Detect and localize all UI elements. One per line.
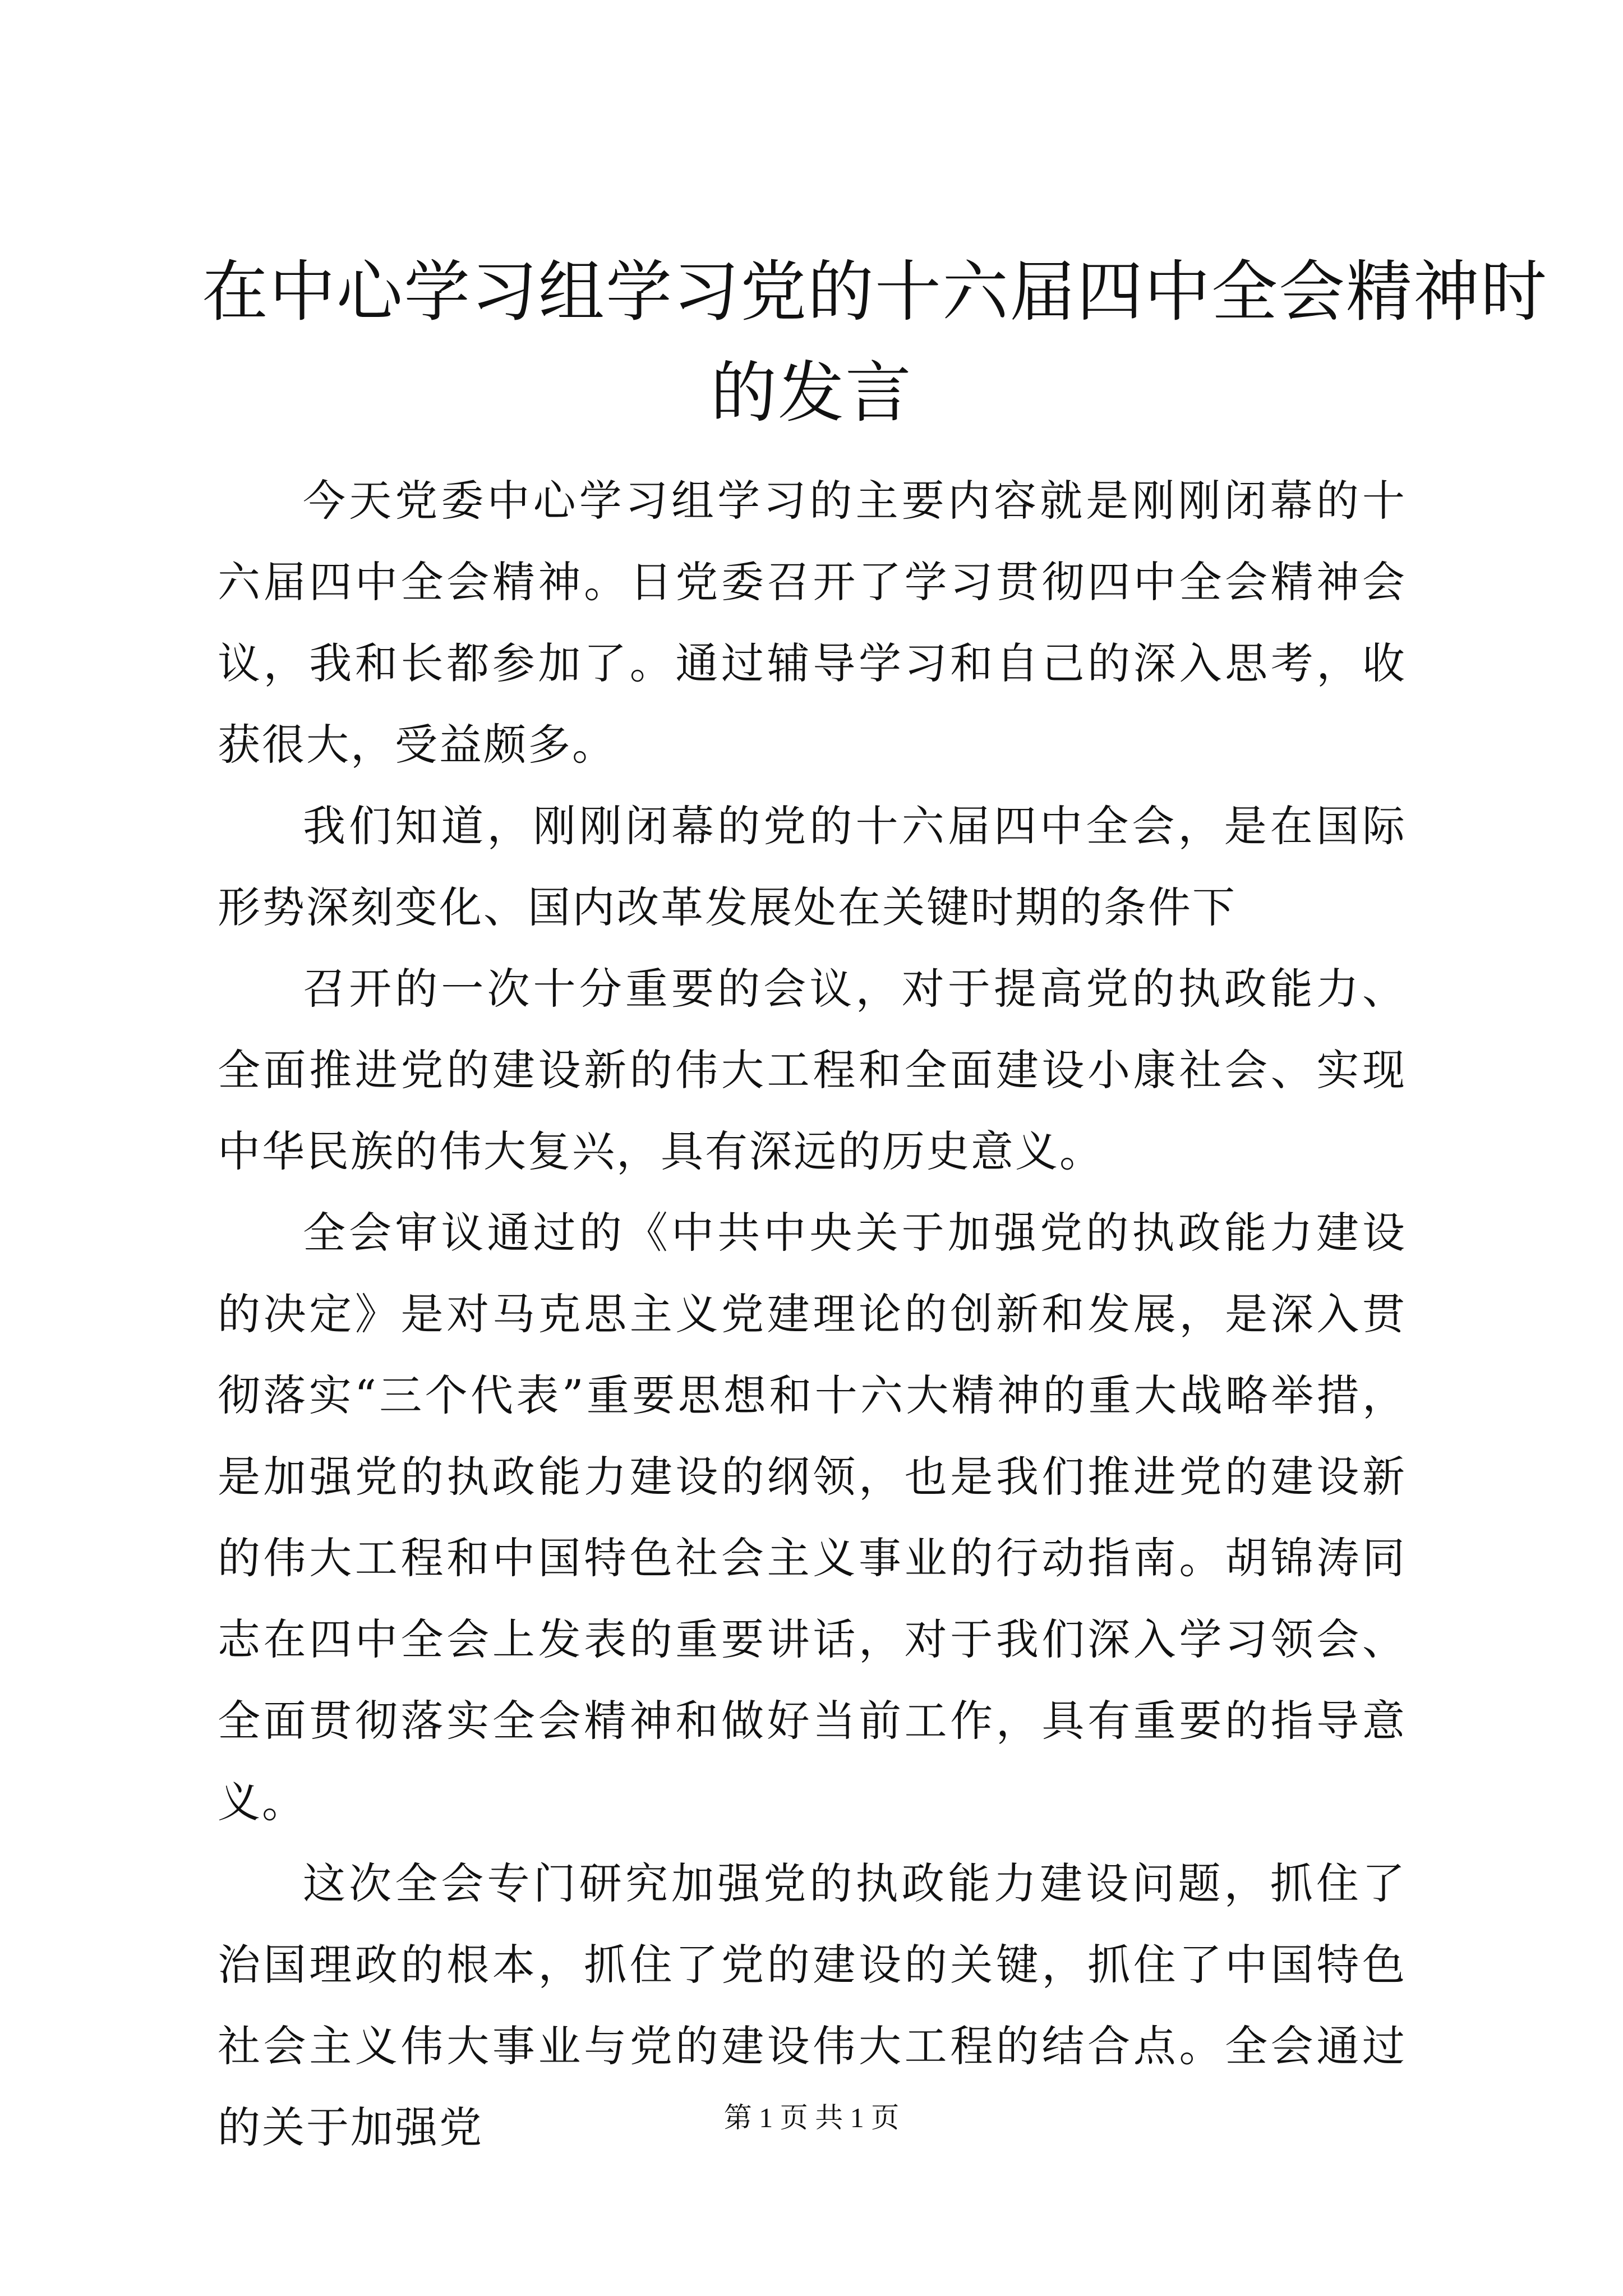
title-line-1: 在中心学习组学习党的十六届四中全会精神时 [202, 253, 1548, 330]
page-footer: 第 1 页 共 1 页 [723, 2102, 900, 2133]
paragraph-3: 召开的一次十分重要的会议，对于提高党的执政能力、全面推进党的建设新的伟大工程和全面建设小康社会、实现中华民族的伟大复兴，具有深远的历史意义。 [218, 964, 1407, 1176]
paragraph-1: 今天党委中心学习组学习的主要内容就是刚刚闭幕的十六届四中全会精神。日党委召开了学习贯彻四中全会精神会议，我和长都参加了。通过辅导学习和自己的深入思考，收获很大，受益颇多。 [218, 476, 1407, 770]
document-title [202, 241, 1548, 443]
paragraph-5: 这次全会专门研究加强党的执政能力建设问题，抓住了治国理政的根本，抓住了党的建设的关键，抓住了中国特色社会主义伟大事业与党的建设伟大工程的结合点。全会通过的关于加强党 [218, 1858, 1407, 2152]
paragraph-2: 我们知道，刚刚闭幕的党的十六届四中全会，是在国际形势深刻变化、国内改革发展处在关键时期的条件下 [218, 801, 1407, 932]
paragraph-4: 全会审议通过的《中共中央关于加强党的执政能力建设的决定》是对马克思主义党建理论的创新和发展，是深入贯彻落实“三个代表”重要思想和十六大精神的重大战略举措，是加强党的执政能力建设的纲领，也是我们推进党的建设新的伟大工程和中国特色社会主义事业的行动指南。胡锦涛同志在四中全会上发表的重要讲话，对于我们深入学习领会、全面贯彻落实全会精神和做好当前工作，具有重要的指导意义。 [218, 1208, 1407, 1827]
document-body [218, 460, 1407, 2168]
title-line-2: 的发言 [710, 354, 912, 431]
